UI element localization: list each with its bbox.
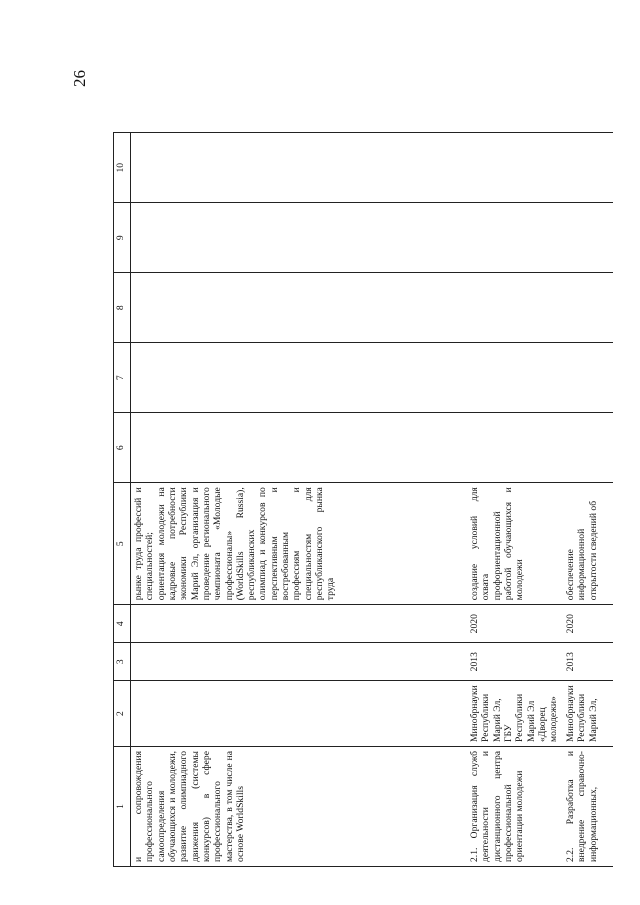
table-row	[131, 133, 468, 867]
column-header: 10	[114, 133, 131, 203]
column-header: 3	[114, 643, 131, 681]
cell-result: обеспечение информационной открытости сведений об	[563, 483, 613, 605]
column-header: 4	[114, 605, 131, 643]
cell-executor: Минобрнауки Республики Марий Эл,	[563, 681, 613, 747]
cell-activity: 2.1. Организация служб деятельности и дистанционного центра профессиональной ориентации молодежи	[467, 747, 563, 867]
cell-empty	[131, 413, 468, 483]
table-header-row	[114, 133, 131, 867]
column-header: 2	[114, 681, 131, 747]
cell-empty	[131, 343, 468, 413]
column-header: 7	[114, 343, 131, 413]
cell-executor	[131, 681, 468, 747]
cell-activity: и сопровождения профессионального самоопределения обучающихся и молодежи, развитие олимпиадного движения (системы конкурсов) в сфере профессионального мастерства, в том числе на основе WorldSkills	[131, 747, 468, 867]
cell-start-year: 2013	[467, 643, 563, 681]
cell-empty	[467, 343, 563, 413]
cell-result: рынке труда профессий и специальностей; ориентация молодежи на кадровые потребности экономики Республики Марий Эл, организация и проведение регионального чемпионата «Молодые профессионалы» (WorldSkills Russia), республиканских олимпиад и конкурсов по перспективным и востребованным профессиям и специальностям для республиканского рынка труда	[131, 483, 468, 605]
table-row	[563, 133, 613, 867]
cell-end-year	[131, 605, 468, 643]
cell-end-year: 2020	[467, 605, 563, 643]
cell-empty	[467, 413, 563, 483]
cell-empty	[563, 343, 613, 413]
program-table	[113, 132, 613, 867]
table-row	[467, 133, 563, 867]
cell-result: создание условий для охвата профориентационной работой обучающихся и молодежи	[467, 483, 563, 605]
cell-empty	[131, 133, 468, 203]
cell-empty	[467, 203, 563, 273]
column-header: 1	[114, 747, 131, 867]
cell-end-year: 2020	[563, 605, 613, 643]
page-number: 26	[70, 70, 89, 87]
column-header: 8	[114, 273, 131, 343]
cell-empty	[563, 203, 613, 273]
cell-empty	[131, 273, 468, 343]
cell-empty	[131, 203, 468, 273]
cell-empty	[563, 413, 613, 483]
cell-start-year	[131, 643, 468, 681]
cell-activity: 2.2. Разработка и внедрение справочно-информационных,	[563, 747, 613, 867]
column-header: 6	[114, 413, 131, 483]
column-header: 5	[114, 483, 131, 605]
cell-empty	[467, 133, 563, 203]
cell-executor: Минобрнауки Республики Марий Эл, ГБУ Республики Марий Эл «Дворец молодежи»	[467, 681, 563, 747]
cell-empty	[467, 273, 563, 343]
cell-empty	[563, 273, 613, 343]
column-header: 9	[114, 203, 131, 273]
cell-empty	[563, 133, 613, 203]
cell-start-year: 2013	[563, 643, 613, 681]
